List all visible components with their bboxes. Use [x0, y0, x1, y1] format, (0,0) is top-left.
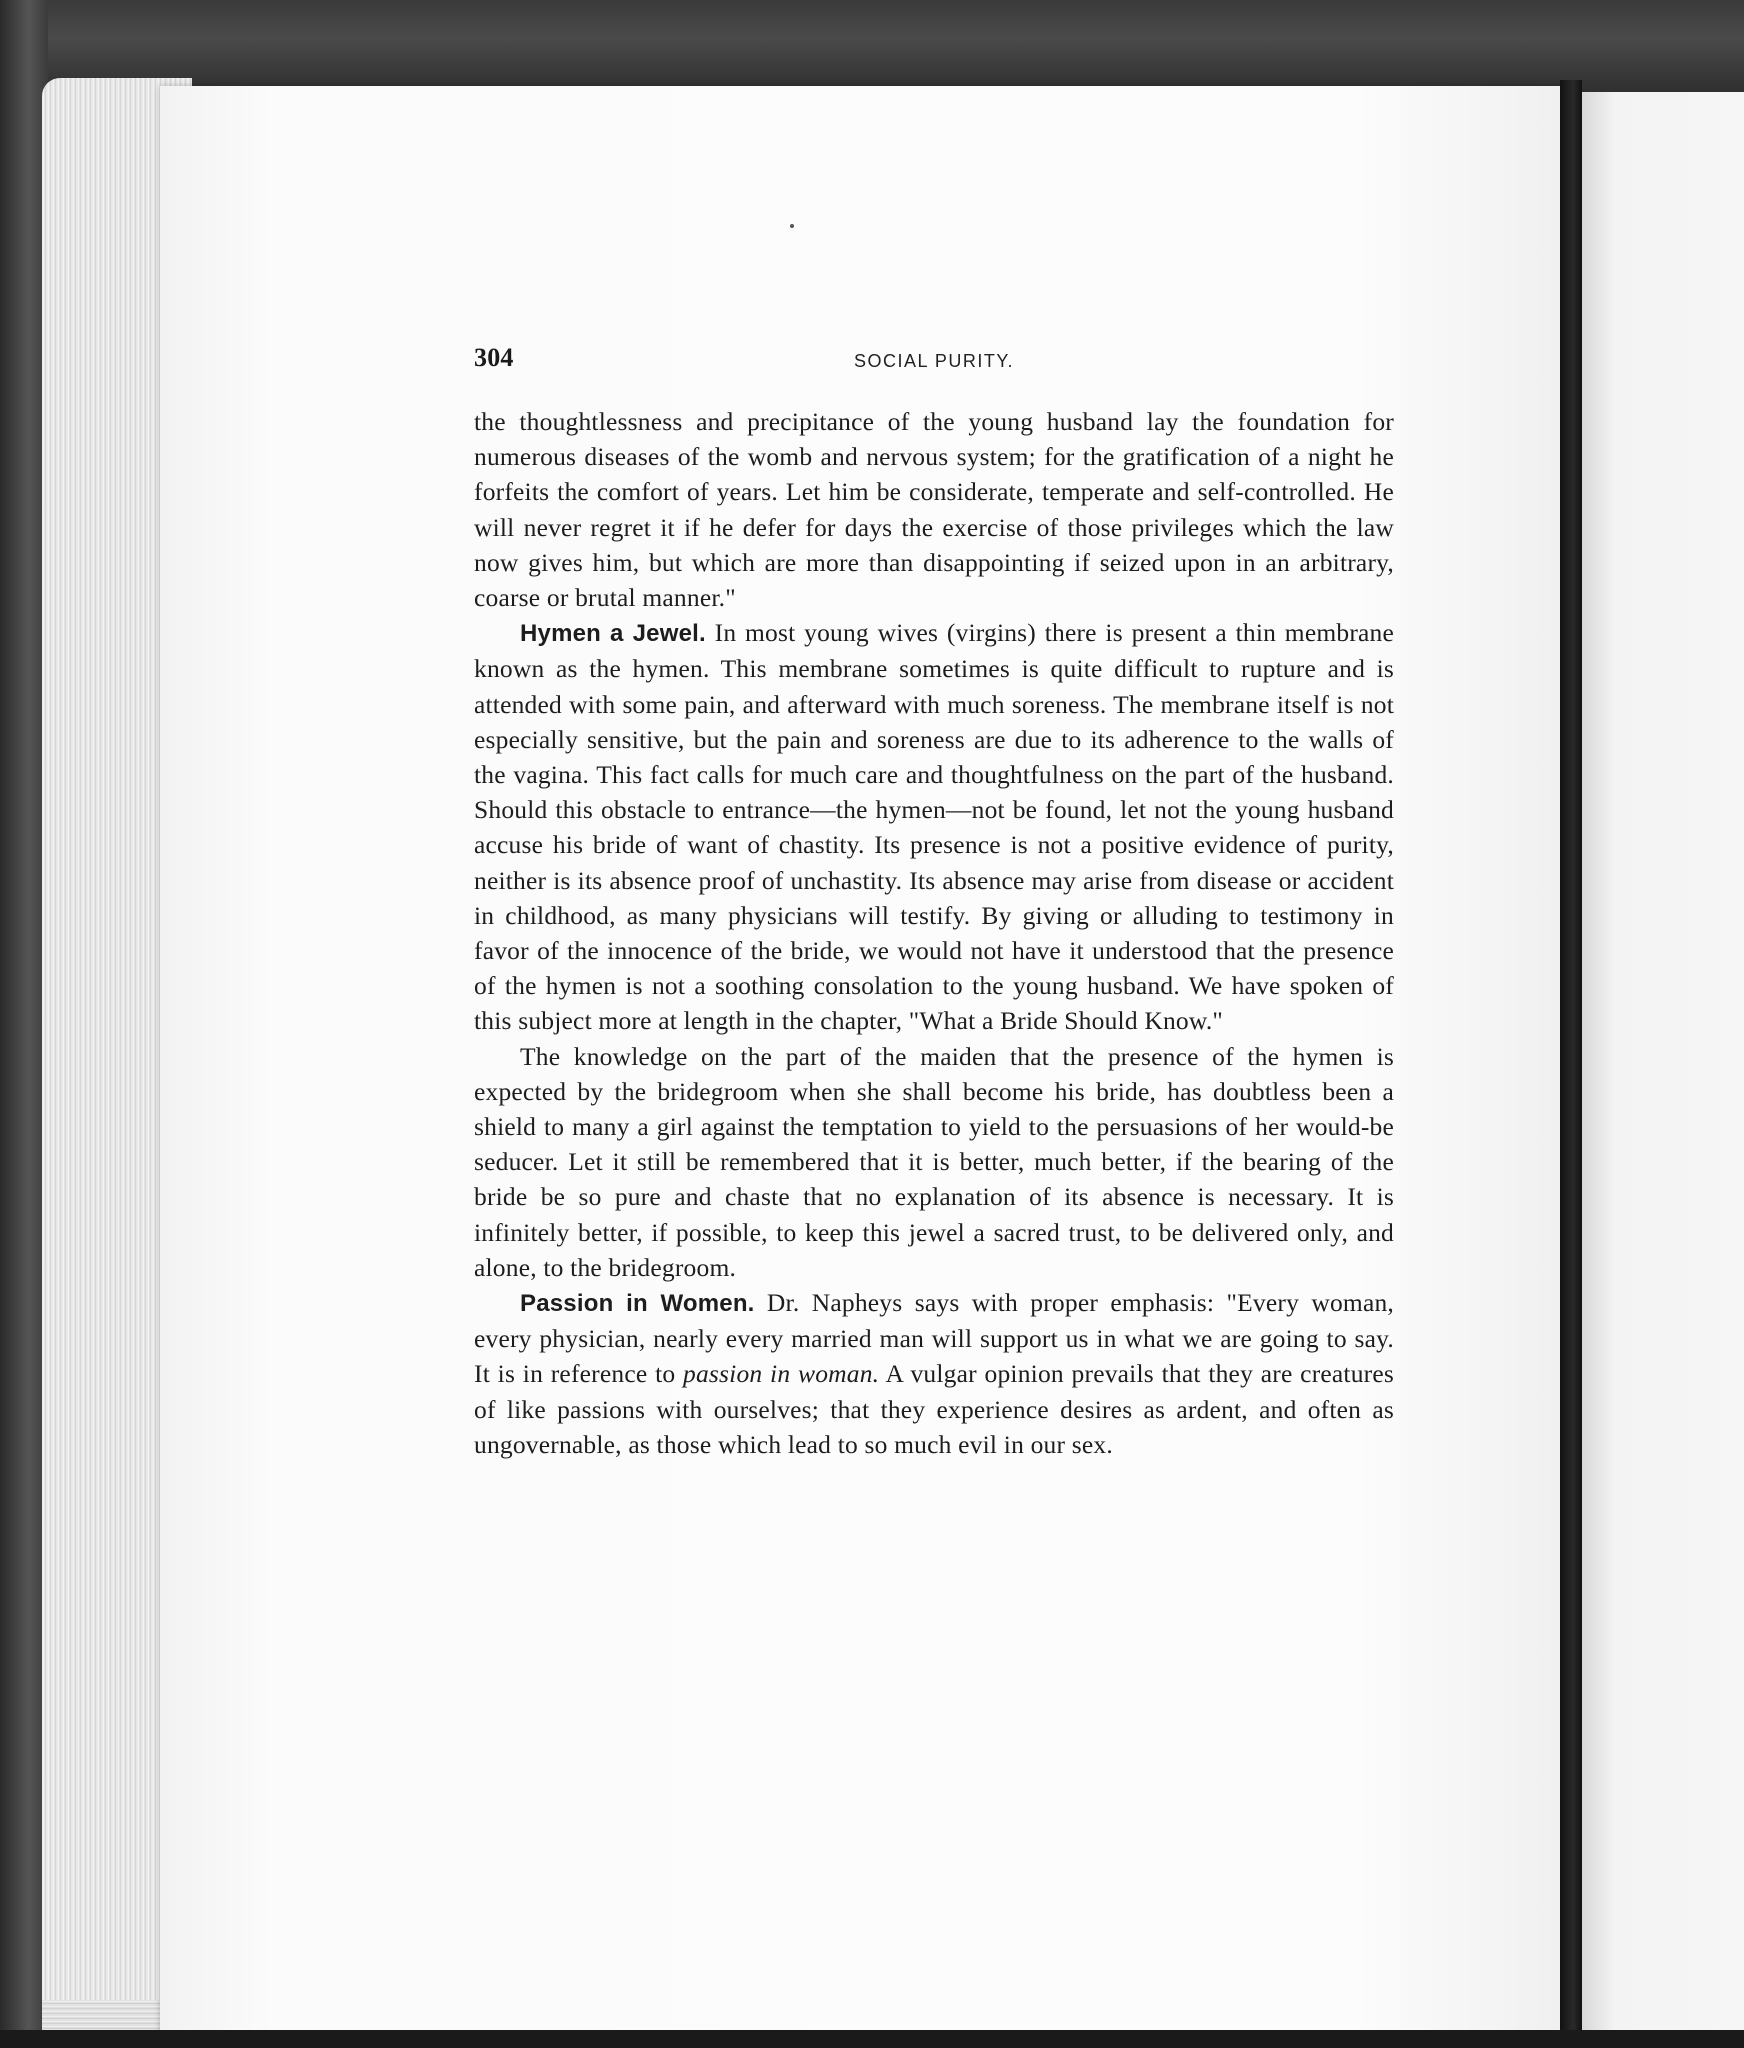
paragraph-text: The knowledge on the part of the maiden that the presence of the hymen is expected by the bridegroom when she shall become his bride, has doubtless been a shield to many a girl against the temptation to yield to the persuasions of her would-be seducer. Let it still be remembered that it is better, much better, if the bearing of the bride be so pure and chaste that no explanation of its absence is necessary. It is infinitely better, if possible, to keep this jewel a sacred trust, to be delivered only, and alone, to the bridegroom.	[474, 1041, 1394, 1282]
paragraph-text: the thoughtlessness and precipitance of the young husband lay the foundation for numerous diseases of the womb and nervous system; for the gratification of a night he forfeits the comfort of years. Let him be considerate, temperate and self-controlled. He will never regret it if he defer for days the exercise of those privileges which the law now gives him, but which are more than disappointing if seized upon in an arbitrary, coarse or brutal manner."	[474, 407, 1394, 613]
running-head	[474, 340, 1394, 376]
running-title: SOCIAL PURITY.	[853, 351, 1015, 371]
print-speck	[790, 224, 794, 228]
paragraph-continuation	[474, 404, 1394, 615]
book-gutter	[1560, 80, 1582, 2048]
facing-page-edge	[1582, 92, 1744, 2048]
paragraph-text: In most young wives (virgins) there is present a thin membrane known as the hymen. This membrane sometimes is quite difficult to rupture and is attended with some pain, and afterward with much soreness. The membrane itself is not especially sensitive, but the pain and soreness are due to its adherence to the walls of the vagina. This fact calls for much care and thoughtfulness on the part of the husband. Should this obstacle to entrance—the hymen—not be found, let not the young husband accuse his bride of want of chastity. Its presence is not a positive evidence of purity, neither is its absence proof of unchastity. Its absence may arise from disease or accident in childhood, as many physicians will testify. By giving or alluding to testimony in favor of the innocence of the bride, we would not have it understood that the presence of the hymen is not a soothing consolation to the young husband. We have spoken of this subject more at length in the chapter, "What a Bride Should Know."	[474, 618, 1395, 1036]
section-heading-passion-in-women: Passion in Women.	[520, 1290, 755, 1318]
bottom-shadow	[0, 2030, 1744, 2048]
italic-phrase: passion in woman.	[683, 1359, 880, 1389]
paragraph-text: Dr. Napheys says with proper emphasis: "Every woman, every physician, nearly every married man will support us in what we are going to say. It is in reference to	[474, 1288, 1395, 1389]
book-cover-top	[0, 0, 1744, 95]
page-number: 304	[474, 343, 514, 372]
paragraph-passion-in-women	[474, 1285, 1394, 1462]
paragraph-text: A vulgar opinion prevails that they are creatures of like passions with ourselves; that they experience desires as ardent, and often as ungovernable, as those which lead to so much evil in our sex.	[474, 1359, 1394, 1459]
section-heading-hymen-a-jewel: Hymen a Jewel.	[520, 620, 706, 648]
paragraph-hymen-a-jewel	[474, 615, 1394, 1038]
page-text-block	[474, 340, 1394, 1462]
paragraph-knowledge	[474, 1039, 1394, 1285]
book-cover-left	[0, 0, 48, 2048]
